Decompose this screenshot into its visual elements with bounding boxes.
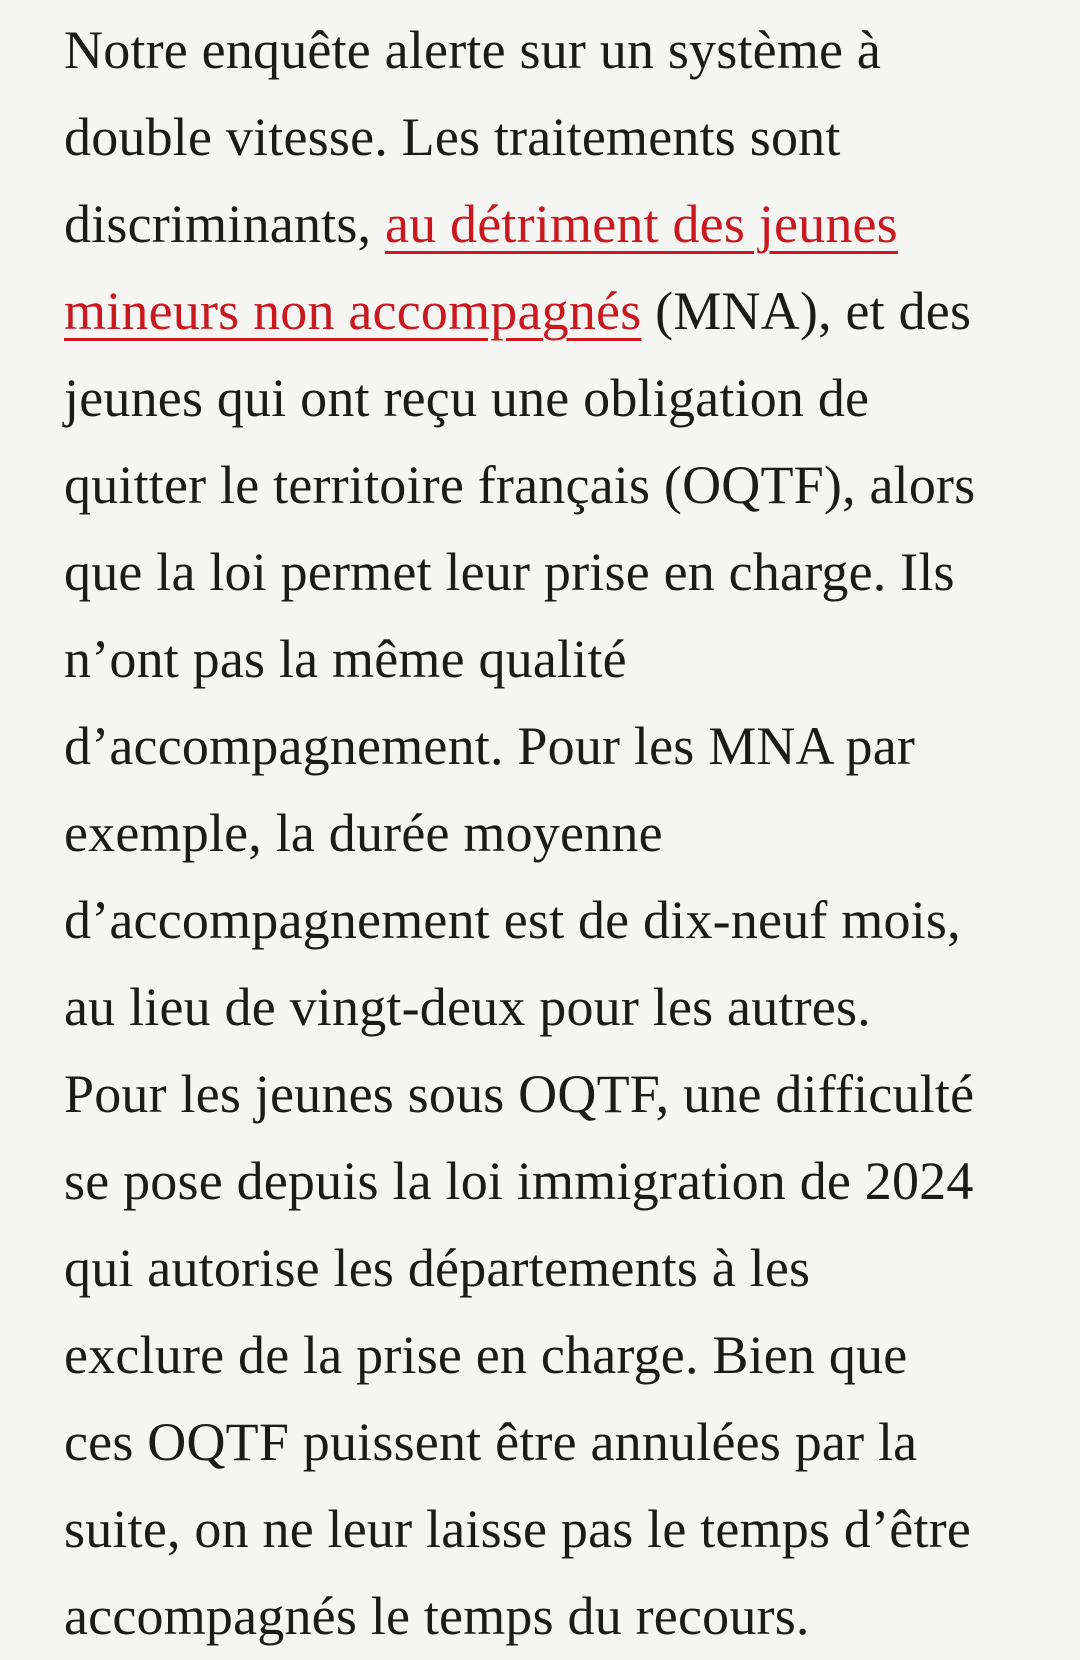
text-line [64, 7, 1040, 94]
text-segment: ces OQTF puissent être annulées par la [64, 1412, 918, 1472]
text-line [64, 1399, 1040, 1486]
text-line [64, 703, 1040, 790]
text-segment: Notre enquête alerte sur un système à [64, 20, 882, 80]
text-line [64, 616, 1040, 703]
text-segment: accompagnés le temps du recours. [64, 1586, 810, 1646]
text-line [64, 94, 1040, 181]
text-segment: double vitesse. Les traitements sont [64, 107, 841, 167]
text-line [64, 268, 1040, 355]
text-line [64, 1051, 1040, 1138]
text-line [64, 529, 1040, 616]
text-segment: suite, on ne leur laisse pas le temps d’être [64, 1499, 972, 1559]
text-segment: exemple, la durée moyenne [64, 803, 663, 863]
text-segment: jeunes qui ont reçu une obligation de [64, 368, 870, 428]
text-line [64, 877, 1040, 964]
text-segment: Pour les jeunes sous OQTF, une difficulté [64, 1064, 975, 1124]
text-segment: n’ont pas la même qualité [64, 629, 627, 689]
text-segment: d’accompagnement. Pour les MNA par [64, 716, 916, 776]
text-line [64, 964, 1040, 1051]
text-segment: qui autorise les départements à les [64, 1238, 811, 1298]
text-segment: d’accompagnement est de dix-neuf mois, [64, 890, 961, 950]
text-line [64, 790, 1040, 877]
text-segment: discriminants, [64, 194, 385, 254]
text-segment: que la loi permet leur prise en charge. Ils [64, 542, 955, 602]
text-segment: quitter le territoire français (OQTF), alors [64, 455, 976, 515]
text-segment: au lieu de vingt-deux pour les autres. [64, 977, 871, 1037]
text-segment: exclure de la prise en charge. Bien que [64, 1325, 908, 1385]
text-line [64, 181, 1040, 268]
article-link[interactable]: mineurs non accompagnés [64, 281, 642, 341]
text-line [64, 1225, 1040, 1312]
text-line [64, 442, 1040, 529]
text-segment: (MNA), et des [641, 281, 972, 341]
text-line [64, 355, 1040, 442]
text-segment: se pose depuis la loi immigration de 2024 [64, 1151, 974, 1211]
text-line [64, 1138, 1040, 1225]
text-line [64, 1573, 1040, 1660]
article-link[interactable]: au détriment des jeunes [384, 194, 898, 254]
text-line [64, 1312, 1040, 1399]
text-line [64, 1486, 1040, 1573]
